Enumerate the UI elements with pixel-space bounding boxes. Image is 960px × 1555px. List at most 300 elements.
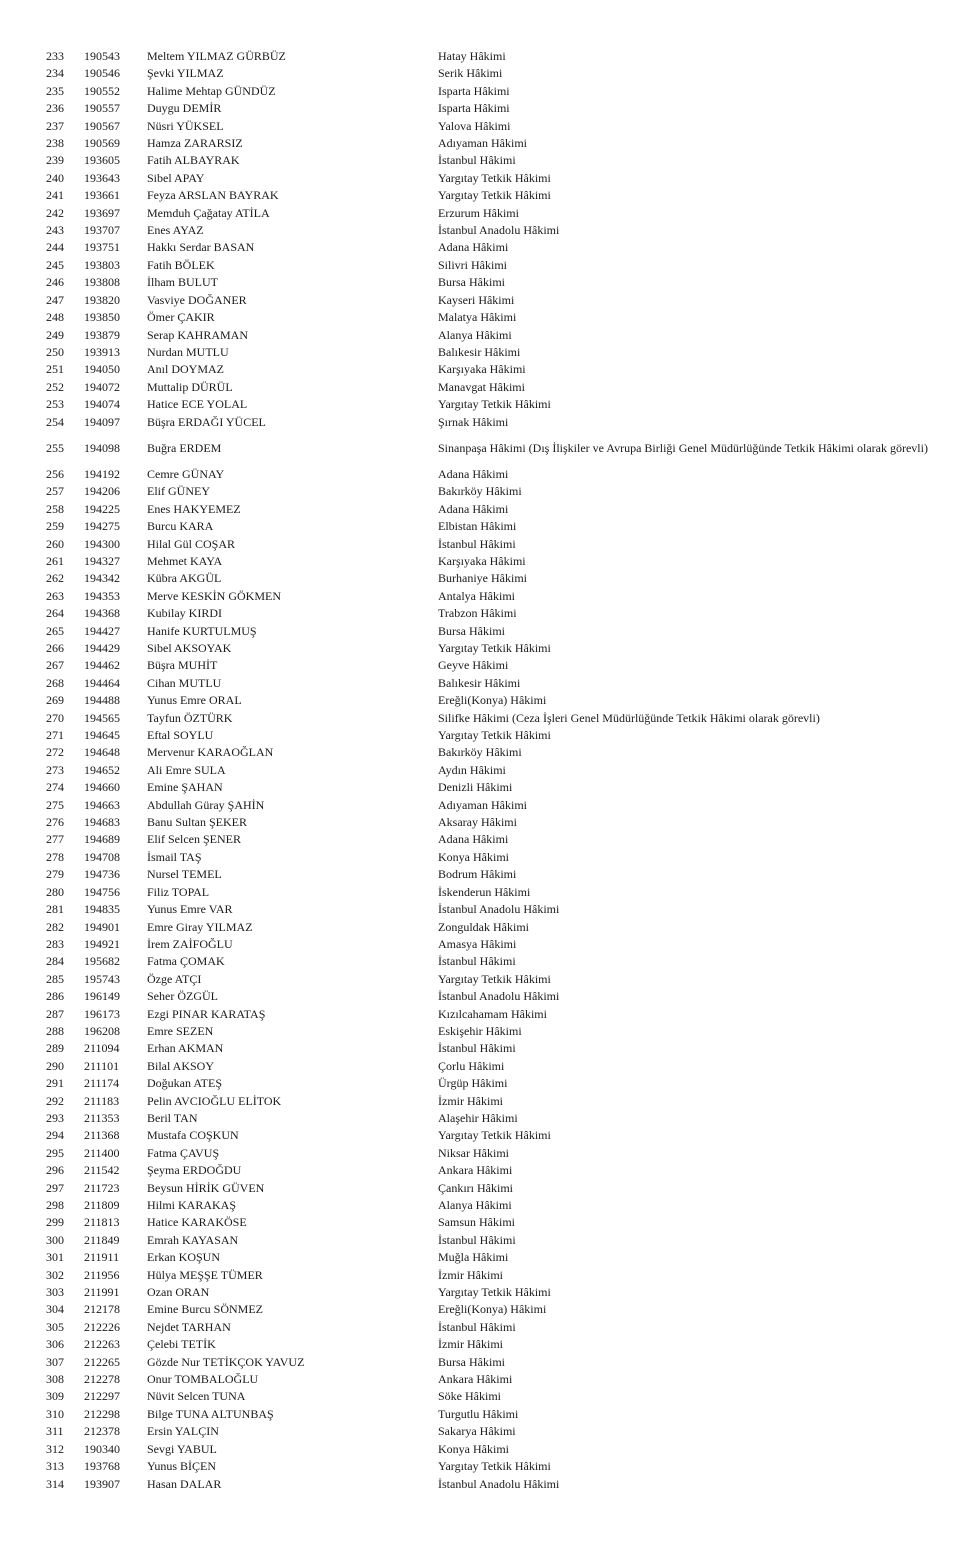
assigned-post: Ankara Hâkimi	[438, 1372, 513, 1387]
row-number: 298	[46, 1198, 64, 1212]
registry-number: 212265	[84, 1354, 120, 1369]
judge-name: Burcu KARA	[147, 519, 214, 534]
judge-name: Duygu DEMİR	[147, 101, 222, 116]
registry-number: 194275	[84, 519, 120, 534]
judge-name: Serap KAHRAMAN	[147, 327, 248, 342]
assigned-post: Malatya Hâkimi	[438, 310, 517, 325]
registry-number: 190543	[84, 49, 120, 63]
table-row	[0, 953, 960, 970]
assigned-post: Adıyaman Hâkimi	[438, 797, 527, 812]
row-number: 290	[46, 1058, 64, 1073]
registry-number: 194074	[84, 397, 120, 412]
registry-number: 190557	[84, 101, 120, 116]
judge-name: Enes HAKYEMEZ	[147, 501, 241, 516]
row-number: 258	[46, 501, 64, 516]
assigned-post: Muğla Hâkimi	[438, 1250, 509, 1265]
judge-name: Nüvit Selcen TUNA	[147, 1389, 246, 1404]
row-number: 314	[46, 1476, 64, 1491]
assigned-post: İzmir Hâkimi	[438, 1093, 503, 1108]
assigned-post: Yargıtay Tetkik Hâkimi	[438, 397, 551, 412]
judge-name: Ezgi PINAR KARATAŞ	[147, 1006, 266, 1021]
judge-name: Bilal AKSOY	[147, 1058, 215, 1073]
registry-number: 212178	[84, 1302, 120, 1317]
table-row	[0, 1319, 960, 1336]
assigned-post: Bursa Hâkimi	[438, 275, 505, 290]
registry-number: 194072	[84, 379, 120, 394]
assigned-post: Turgutlu Hâkimi	[438, 1406, 519, 1421]
judge-name: Mehmet KAYA	[147, 553, 223, 568]
assigned-post: Elbistan Hâkimi	[438, 519, 517, 534]
assigned-post: Burhaniye Hâkimi	[438, 571, 527, 586]
assigned-post: Samsun Hâkimi	[438, 1215, 515, 1230]
row-number: 257	[46, 484, 64, 499]
registry-number: 190340	[84, 1441, 120, 1456]
row-number: 247	[46, 292, 64, 307]
row-number: 293	[46, 1110, 64, 1125]
table-row	[0, 205, 960, 222]
registry-number: 211813	[84, 1215, 120, 1230]
judge-name: Hatice KARAKÖSE	[147, 1215, 247, 1230]
assigned-post: İstanbul Hâkimi	[438, 153, 516, 168]
judge-name: Sibel AKSOYAK	[147, 641, 232, 655]
row-number: 263	[46, 588, 64, 603]
judge-name: Nüsri YÜKSEL	[147, 118, 224, 133]
row-number: 233	[46, 49, 64, 63]
assigned-post: Çorlu Hâkimi	[438, 1058, 505, 1073]
row-number: 242	[46, 205, 64, 220]
table-row	[0, 588, 960, 605]
judge-name: Vasviye DOĞANER	[147, 292, 247, 307]
row-number: 256	[46, 466, 64, 481]
assigned-post: Yargıtay Tetkik Hâkimi	[438, 728, 551, 743]
judge-name: Hilal Gül COŞAR	[147, 536, 236, 551]
assigned-post: Denizli Hâkimi	[438, 780, 513, 795]
judge-name: Beysun HİRİK GÜVEN	[147, 1180, 265, 1195]
registry-number: 194756	[84, 884, 120, 899]
table-row	[0, 831, 960, 848]
judge-name: Emre Giray YILMAZ	[147, 919, 253, 934]
table-row	[0, 1406, 960, 1423]
judge-name: Yunus Emre VAR	[147, 902, 233, 917]
table-row	[0, 257, 960, 274]
assigned-post: Adana Hâkimi	[438, 466, 509, 481]
judge-name: Feyza ARSLAN BAYRAK	[147, 188, 279, 203]
table-row	[0, 1145, 960, 1162]
table-row	[0, 118, 960, 135]
assigned-post: Ankara Hâkimi	[438, 1163, 513, 1178]
table-row	[0, 187, 960, 204]
registry-number: 193768	[84, 1459, 120, 1474]
table-row	[0, 1458, 960, 1475]
assigned-post: İzmir Hâkimi	[438, 1337, 503, 1352]
assigned-post: İstanbul Anadolu Hâkimi	[438, 1476, 560, 1491]
assigned-post: Adana Hâkimi	[438, 832, 509, 847]
row-number: 287	[46, 1006, 64, 1021]
row-number: 244	[46, 240, 64, 255]
table-row	[0, 379, 960, 396]
judge-name: Seher ÖZGÜL	[147, 989, 218, 1004]
table-row	[0, 1023, 960, 1040]
registry-number: 193707	[84, 223, 120, 238]
row-number: 262	[46, 571, 64, 586]
judge-name: Gözde Nur TETİKÇOK YAVUZ	[147, 1354, 305, 1369]
registry-number: 194098	[84, 440, 120, 455]
row-number: 294	[46, 1128, 64, 1143]
assigned-post: Adana Hâkimi	[438, 240, 509, 255]
assigned-post: Yargıtay Tetkik Hâkimi	[438, 1459, 551, 1474]
judge-name: Cihan MUTLU	[147, 675, 222, 690]
assigned-post: Alanya Hâkimi	[438, 1198, 512, 1212]
row-number: 243	[46, 223, 64, 238]
table-row	[0, 727, 960, 744]
assigned-post: İskenderun Hâkimi	[438, 884, 531, 899]
judge-name: Şeyma ERDOĞDU	[147, 1163, 242, 1178]
table-row	[0, 1371, 960, 1388]
row-number: 292	[46, 1093, 64, 1108]
row-number: 313	[46, 1459, 64, 1474]
assigned-post: Amasya Hâkimi	[438, 936, 517, 951]
table-row	[0, 1301, 960, 1318]
judge-name: Elif GÜNEY	[147, 484, 210, 499]
table-row	[0, 1336, 960, 1353]
assigned-post: Söke Hâkimi	[438, 1389, 501, 1404]
row-number: 240	[46, 170, 64, 185]
judge-name: Çelebi TETİK	[147, 1337, 216, 1352]
table-row	[0, 135, 960, 152]
row-number: 286	[46, 989, 64, 1004]
judge-name: Hilmi KARAKAŞ	[147, 1198, 237, 1212]
judge-name: Emrah KAYASAN	[147, 1232, 239, 1247]
table-row	[0, 553, 960, 570]
registry-number: 194652	[84, 762, 120, 777]
assigned-post: Eskişehir Hâkimi	[438, 1023, 522, 1038]
assigned-post: Yalova Hâkimi	[438, 118, 511, 133]
row-number: 311	[46, 1424, 64, 1439]
judge-name: Kubilay KIRDI	[147, 606, 222, 621]
table-row	[0, 640, 960, 657]
judge-name: Hamza ZARARSIZ	[147, 136, 243, 151]
registry-number: 194097	[84, 414, 120, 429]
registry-number: 194901	[84, 919, 120, 934]
table-row	[0, 1284, 960, 1301]
assigned-post: Aydın Hâkimi	[438, 762, 506, 777]
assigned-post: Yargıtay Tetkik Hâkimi	[438, 1285, 551, 1300]
row-number: 234	[46, 66, 64, 81]
table-row	[0, 48, 960, 65]
judge-name: Anıl DOYMAZ	[147, 362, 224, 377]
judge-name: Büşra ERDAĞI YÜCEL	[147, 414, 266, 429]
row-number: 252	[46, 379, 64, 394]
judge-name: İlham BULUT	[147, 275, 218, 290]
judge-name: Emine ŞAHAN	[147, 780, 223, 795]
registry-number: 194225	[84, 501, 120, 516]
table-row	[0, 1354, 960, 1371]
row-number: 235	[46, 83, 64, 98]
assigned-post: Trabzon Hâkimi	[438, 606, 517, 621]
row-number: 284	[46, 954, 64, 969]
registry-number: 193803	[84, 257, 120, 272]
judge-name: Tayfun ÖZTÜRK	[147, 710, 233, 725]
table-row	[0, 292, 960, 309]
row-number: 272	[46, 745, 64, 760]
assigned-post: Kayseri Hâkimi	[438, 292, 515, 307]
row-number: 251	[46, 362, 64, 377]
row-number: 304	[46, 1302, 64, 1317]
registry-number: 194342	[84, 571, 120, 586]
judge-name: Merve KESKİN GÖKMEN	[147, 588, 281, 603]
row-number: 280	[46, 884, 64, 899]
judge-name: Ali Emre SULA	[147, 762, 226, 777]
assigned-post: Sinanpaşa Hâkimi (Dış İlişkiler ve Avrupa Birliği Genel Müdürlüğünde Tetkik Hâkimi olarak görevli)	[438, 440, 928, 455]
row-number: 285	[46, 971, 64, 986]
assigned-post: İstanbul Hâkimi	[438, 954, 516, 969]
table-row	[0, 1006, 960, 1023]
assigned-post: Yargıtay Tetkik Hâkimi	[438, 1128, 551, 1143]
row-number: 245	[46, 257, 64, 272]
registry-number: 212297	[84, 1389, 120, 1404]
registry-number: 194353	[84, 588, 120, 603]
row-number: 274	[46, 780, 64, 795]
row-number: 255	[46, 440, 64, 455]
row-number: 289	[46, 1041, 64, 1056]
table-row	[0, 710, 960, 727]
registry-number: 194648	[84, 745, 120, 760]
registry-number: 193751	[84, 240, 120, 255]
assigned-post: İstanbul Hâkimi	[438, 536, 516, 551]
table-row	[0, 1214, 960, 1231]
judge-name: Ömer ÇAKIR	[147, 310, 215, 325]
row-number: 270	[46, 710, 64, 725]
row-number: 281	[46, 902, 64, 917]
judge-name: Nejdet TARHAN	[147, 1319, 231, 1334]
registry-number: 194736	[84, 867, 120, 882]
registry-number: 212263	[84, 1337, 120, 1352]
registry-number: 196208	[84, 1023, 120, 1038]
judge-name: Emine Burcu SÖNMEZ	[147, 1302, 263, 1317]
assigned-post: İstanbul Hâkimi	[438, 1319, 516, 1334]
assigned-post: Kızılcahamam Hâkimi	[438, 1006, 547, 1021]
judge-name: Hakkı Serdar BASAN	[147, 240, 255, 255]
registry-number: 211849	[84, 1232, 120, 1247]
row-number: 308	[46, 1372, 64, 1387]
table-row	[0, 222, 960, 239]
judge-name: Yunus Emre ORAL	[147, 693, 242, 708]
registry-number: 194565	[84, 710, 120, 725]
assigned-post: İstanbul Anadolu Hâkimi	[438, 223, 560, 238]
registry-number: 194663	[84, 797, 120, 812]
assigned-post: Yargıtay Tetkik Hâkimi	[438, 641, 551, 655]
judge-name: İsmail TAŞ	[147, 849, 202, 864]
judge-name: Filiz TOPAL	[147, 884, 210, 899]
row-number: 277	[46, 832, 64, 847]
row-number: 253	[46, 397, 64, 412]
table-row	[0, 919, 960, 936]
judge-name: Şevki YILMAZ	[147, 66, 224, 81]
judge-name: Sibel APAY	[147, 170, 205, 185]
assigned-post: İstanbul Hâkimi	[438, 1041, 516, 1056]
row-number: 273	[46, 762, 64, 777]
registry-number: 194464	[84, 675, 120, 690]
table-row	[0, 65, 960, 82]
judge-name: Yunus BİÇEN	[147, 1459, 217, 1474]
judge-name: Hatice ECE YOLAL	[147, 397, 248, 412]
judge-name: Erkan KOŞUN	[147, 1250, 220, 1265]
table-row	[0, 884, 960, 901]
registry-number: 211911	[84, 1250, 120, 1265]
assigned-post: Bakırköy Hâkimi	[438, 745, 522, 760]
assigned-post: Silivri Hâkimi	[438, 257, 507, 272]
registry-number: 194645	[84, 728, 120, 743]
registry-number: 211400	[84, 1145, 120, 1160]
row-number: 271	[46, 728, 64, 743]
registry-number: 194462	[84, 658, 120, 673]
table-row	[0, 501, 960, 518]
assigned-post: Erzurum Hâkimi	[438, 205, 519, 220]
row-number: 278	[46, 849, 64, 864]
row-number: 265	[46, 623, 64, 638]
registry-number: 194835	[84, 902, 120, 917]
judge-name: Büşra MUHİT	[147, 658, 218, 673]
registry-number: 194660	[84, 780, 120, 795]
registry-number: 194689	[84, 832, 120, 847]
registry-number: 211542	[84, 1163, 120, 1178]
assigned-post: Niksar Hâkimi	[438, 1145, 509, 1160]
assigned-post: Bakırköy Hâkimi	[438, 484, 522, 499]
registry-number: 193879	[84, 327, 120, 342]
row-number: 266	[46, 641, 64, 655]
table-row	[0, 414, 960, 431]
table-row	[0, 814, 960, 831]
registry-number: 195743	[84, 971, 120, 986]
assigned-post: Aksaray Hâkimi	[438, 815, 517, 830]
row-number: 295	[46, 1145, 64, 1160]
assigned-post: Konya Hâkimi	[438, 1441, 509, 1456]
judge-name: Fatih ALBAYRAK	[147, 153, 240, 168]
row-number: 269	[46, 693, 64, 708]
row-number: 299	[46, 1215, 64, 1230]
registry-number: 190546	[84, 66, 120, 81]
row-number: 302	[46, 1267, 64, 1282]
row-number: 297	[46, 1180, 64, 1195]
registry-number: 194429	[84, 641, 120, 655]
table-row	[0, 762, 960, 779]
assigned-post: Ereğli(Konya) Hâkimi	[438, 693, 547, 708]
assigned-post: Isparta Hâkimi	[438, 101, 510, 116]
judge-name: Mustafa COŞKUN	[147, 1128, 239, 1143]
registry-number: 194368	[84, 606, 120, 621]
table-row	[0, 1441, 960, 1458]
judge-name: Pelin AVCIOĞLU ELİTOK	[147, 1093, 282, 1108]
table-row	[0, 1249, 960, 1266]
registry-number: 194708	[84, 849, 120, 864]
row-number: 254	[46, 414, 64, 429]
row-number: 267	[46, 658, 64, 673]
registry-number: 212378	[84, 1424, 120, 1439]
table-row	[0, 570, 960, 587]
judge-name: Nursel TEMEL	[147, 867, 222, 882]
row-number: 301	[46, 1250, 64, 1265]
assigned-post: Ürgüp Hâkimi	[438, 1076, 508, 1091]
table-row	[0, 361, 960, 378]
assigned-post: Yargıtay Tetkik Hâkimi	[438, 188, 551, 203]
row-number: 259	[46, 519, 64, 534]
assigned-post: Çankırı Hâkimi	[438, 1180, 513, 1195]
registry-number: 211956	[84, 1267, 120, 1282]
table-row	[0, 657, 960, 674]
registry-number: 211101	[84, 1058, 120, 1073]
registry-number: 212278	[84, 1372, 120, 1387]
registry-number: 211723	[84, 1180, 120, 1195]
table-row	[0, 309, 960, 326]
table-row	[0, 849, 960, 866]
registry-number: 211809	[84, 1198, 120, 1212]
judge-name: Özge ATÇI	[147, 971, 202, 986]
table-row	[0, 623, 960, 640]
judge-name: Memduh Çağatay ATİLA	[147, 205, 270, 220]
table-row	[0, 83, 960, 100]
judge-name: Fatih BÖLEK	[147, 257, 215, 272]
judge-name: Hanife KURTULMUŞ	[147, 623, 257, 638]
registry-number: 194192	[84, 466, 120, 481]
row-number: 276	[46, 815, 64, 830]
registry-number: 196173	[84, 1006, 120, 1021]
row-number: 261	[46, 553, 64, 568]
assigned-post: İstanbul Anadolu Hâkimi	[438, 989, 560, 1004]
assigned-post: Adana Hâkimi	[438, 501, 509, 516]
assigned-post: Ereğli(Konya) Hâkimi	[438, 1302, 547, 1317]
registry-number: 193907	[84, 1476, 120, 1491]
assigned-post: Hatay Hâkimi	[438, 49, 506, 63]
assigned-post: Şırnak Hâkimi	[438, 414, 509, 429]
judge-name: Cemre GÜNAY	[147, 466, 225, 481]
assigned-post: Balıkesir Hâkimi	[438, 344, 521, 359]
table-row	[0, 239, 960, 256]
row-number: 303	[46, 1285, 64, 1300]
table-row	[0, 1127, 960, 1144]
row-number: 239	[46, 153, 64, 168]
table-row	[0, 936, 960, 953]
registry-number: 196149	[84, 989, 120, 1004]
registry-number: 193605	[84, 153, 120, 168]
table-row	[0, 431, 960, 466]
assigned-post: Manavgat Hâkimi	[438, 379, 525, 394]
registry-number: 211368	[84, 1128, 120, 1143]
table-row	[0, 1267, 960, 1284]
row-number: 288	[46, 1023, 64, 1038]
table-row	[0, 100, 960, 117]
row-number: 291	[46, 1076, 64, 1091]
row-number: 306	[46, 1337, 64, 1352]
row-number: 275	[46, 797, 64, 812]
assigned-post: Alaşehir Hâkimi	[438, 1110, 518, 1125]
table-row	[0, 744, 960, 761]
appointment-list	[0, 48, 960, 1493]
judge-name: Meltem YILMAZ GÜRBÜZ	[147, 49, 286, 63]
registry-number: 190552	[84, 83, 120, 98]
table-row	[0, 901, 960, 918]
table-row	[0, 170, 960, 187]
judge-name: Hülya MEŞŞE TÜMER	[147, 1267, 263, 1282]
table-row	[0, 483, 960, 500]
row-number: 268	[46, 675, 64, 690]
table-row	[0, 1075, 960, 1092]
assigned-post: Yargıtay Tetkik Hâkimi	[438, 170, 551, 185]
assigned-post: Bursa Hâkimi	[438, 1354, 505, 1369]
table-row	[0, 866, 960, 883]
table-row	[0, 1232, 960, 1249]
registry-number: 194300	[84, 536, 120, 551]
row-number: 241	[46, 188, 64, 203]
